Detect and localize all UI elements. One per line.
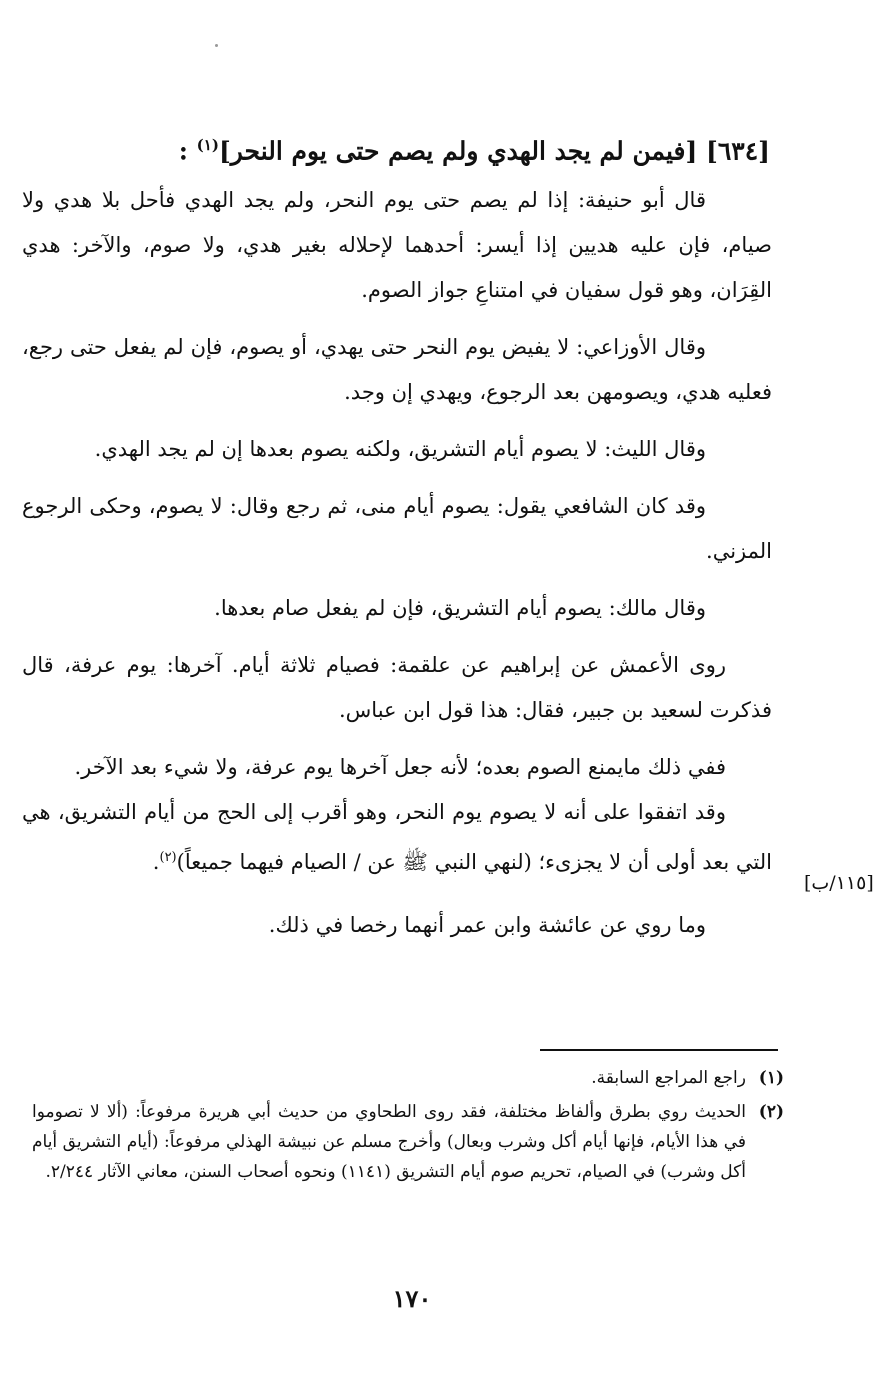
footnote-ref-2: (٢) [159, 850, 177, 865]
section-heading [60, 120, 770, 176]
paragraph-aisha: وما روي عن عائشة وابن عمر أنهما رخصا في ذلك. [268, 913, 706, 937]
manuscript-folio-note: [١١٥/ب] [804, 872, 874, 894]
footnote-divider [540, 1049, 778, 1051]
footnote-ref-1: (١) [196, 136, 219, 154]
footnote-1 [32, 1063, 784, 1093]
section-title: [فيمن لم يجد الهدي ولم يصم حتى يوم النحر] [218, 136, 698, 166]
scan-speck [215, 44, 218, 47]
footnote-text: الحديث روي بطرق وألفاظ مختلفة، فقد روى الطحاوي من حديث أبي هريرة مرفوعاً: (ألا لا تصوموا في هذا الأيام، فإنها أيام أكل وشرب وبعال) وأخرج مسلم عن نبيشة الهذلي مرفوعاً: (أيام التشريق أيام أكل وشرب) في الصيام، تحريم صوم أيام التشريق (١١٤١) ونحوه أصحاب السنن، معاني الآثار ٢/٢٤٤. [32, 1102, 746, 1182]
paragraph-agreement [22, 790, 772, 885]
footnote-number: (١) [758, 1068, 784, 1088]
paragraph-shafii: وقد كان الشافعي يقول: يصوم أيام منى، ثم رجع وقال: لا يصوم، وحكى الرجوع المزني. [22, 494, 772, 563]
paragraph-abu-hanifa: قال أبو حنيفة: إذا لم يصم حتى يوم النحر، ولم يجد الهدي فأحل بلا هدي ولا صيام، فإن عليه هديين إذا أيسر: أحدهما لإحلاله بغير هدي، ولا صوم، والآخر: هدي القِرَان، وهو قول سفيان في امتناعِ جواز الصوم. [22, 188, 772, 302]
paragraph-amash: روى الأعمش عن إبراهيم عن علقمة: فصيام ثلاثة أيام. آخرها: يوم عرفة، قال فذكرت لسعيد بن جبير، فقال: هذا قول ابن عباس. [22, 653, 772, 722]
footnote-number: (٢) [758, 1102, 784, 1122]
footnote-2 [32, 1097, 784, 1187]
agreement-text: وقد اتفقوا على أنه لا يصوم يوم النحر، وهو أقرب إلى الحج من أيام التشريق، هي التي بعد أولى أن لا يجزىء؛ (لنهي النبي ﷺ عن / الصيام فيهما جميعاً) [22, 800, 772, 874]
footnote-text: راجع المراجع السابقة. [591, 1068, 746, 1088]
paragraph-layth: وقال الليث: لا يصوم أيام التشريق، ولكنه يصوم بعدها إن لم يجد الهدي. [94, 437, 706, 461]
paragraph-malik: وقال مالك: يصوم أيام التشريق، فإن لم يفعل صام بعدها. [214, 596, 706, 620]
section-number: [٦٣٤] [706, 136, 770, 166]
heading-colon: : [178, 136, 188, 166]
footnotes [32, 1063, 784, 1191]
paragraph-inference: ففي ذلك مايمنع الصوم بعده؛ لأنه جعل آخرها يوم عرفة، ولا شيء بعد الآخر. [74, 755, 726, 779]
agreement-end: . [152, 850, 160, 874]
main-text [22, 178, 772, 960]
page-number: ١٧٠ [392, 1284, 432, 1313]
paragraph-awzai: وقال الأوزاعي: لا يفيض يوم النحر حتى يهدي، أو يصوم، فإن لم يفعل حتى رجع، فعليه هدي، ويصومهن بعد الرجوع، ويهدي إن وجد. [22, 335, 772, 404]
